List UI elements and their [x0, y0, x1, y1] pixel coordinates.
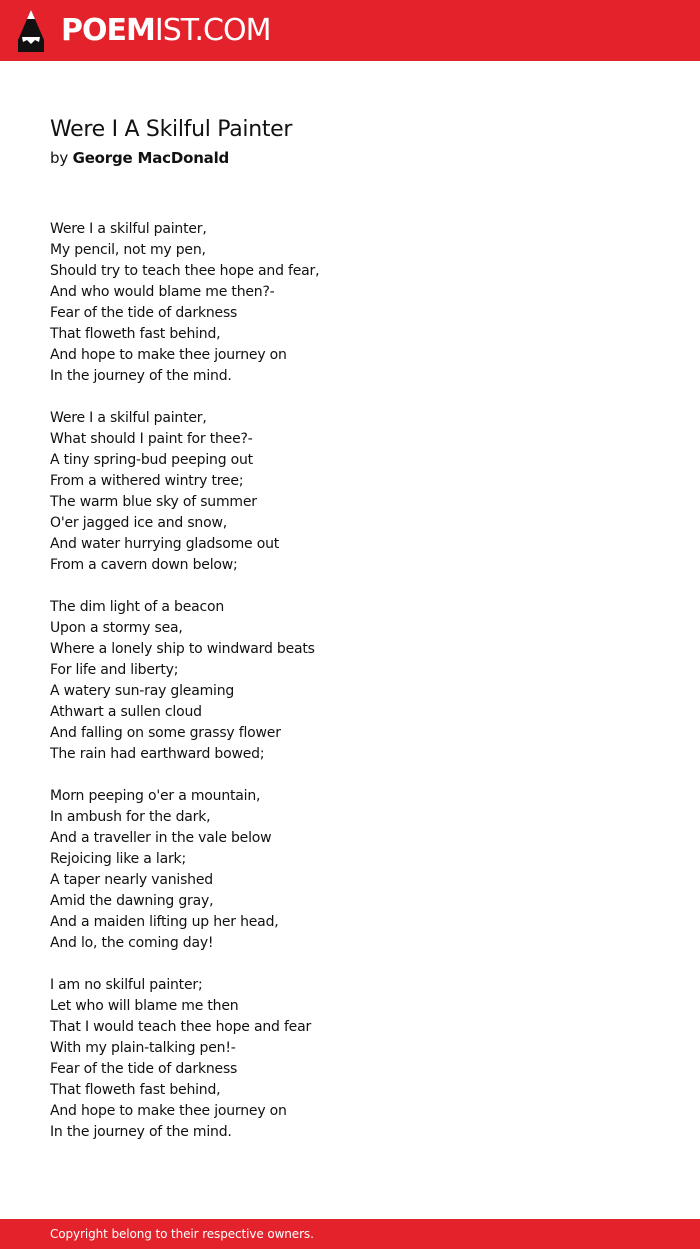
poem-line: Should try to teach thee hope and fear, [50, 263, 320, 279]
poem-stanza [50, 597, 650, 765]
poem-stanza [50, 408, 650, 576]
poem-line: From a withered wintry tree; [50, 473, 244, 489]
site-footer [0, 1219, 700, 1249]
poem-line: From a cavern down below; [50, 557, 238, 573]
logo-wordmark [61, 13, 271, 48]
poem-line: In ambush for the dark, [50, 809, 211, 825]
poem-line: A watery sun-ray gleaming [50, 683, 235, 699]
pencil-tip-icon [18, 10, 44, 52]
poem-line: A tiny spring-bud peeping out [50, 452, 253, 468]
poem-line: Athwart a sullen cloud [50, 704, 202, 720]
poem-line: A taper nearly vanished [50, 872, 213, 888]
poem-line: And hope to make thee journey on [50, 347, 287, 363]
poem-byline [50, 149, 229, 167]
poem-body [50, 219, 650, 1164]
poem-line: Were I a skilful painter, [50, 410, 207, 426]
poem-line: I am no skilful painter; [50, 977, 203, 993]
site-header [0, 0, 700, 61]
site-logo[interactable] [18, 10, 270, 52]
poem-line: Were I a skilful painter, [50, 221, 207, 237]
logo-wordmark-bold: POEM [61, 13, 155, 48]
poem-line: In the journey of the mind. [50, 1124, 232, 1140]
poem-line: Amid the dawning gray, [50, 893, 214, 909]
poem-line: The dim light of a beacon [50, 599, 225, 615]
poem-stanza [50, 786, 650, 954]
poem-line: My pencil, not my pen, [50, 242, 206, 258]
poem-line: That I would teach thee hope and fear [50, 1019, 312, 1035]
poem-line: And falling on some grassy flower [50, 725, 281, 741]
poem-line: Morn peeping o'er a mountain, [50, 788, 261, 804]
poem-line: And water hurrying gladsome out [50, 536, 280, 552]
poem-line: That floweth fast behind, [50, 326, 221, 342]
poem-line: For life and liberty; [50, 662, 179, 678]
poem-line: O'er jagged ice and snow, [50, 515, 227, 531]
poem-author[interactable]: George MacDonald [72, 149, 230, 167]
poem-line: And who would blame me then?- [50, 284, 275, 300]
poem-line: That floweth fast behind, [50, 1082, 221, 1098]
poem-line: The rain had earthward bowed; [50, 746, 265, 762]
poem-stanza [50, 975, 650, 1143]
poem-line: Fear of the tide of darkness [50, 305, 238, 321]
poem-line: In the journey of the mind. [50, 368, 232, 384]
poem-title: Were I A Skilful Painter [50, 117, 293, 142]
logo-wordmark-light: IST.COM [154, 13, 271, 48]
poem-line: And hope to make thee journey on [50, 1103, 287, 1119]
by-label: by [50, 149, 68, 167]
poem-line: With my plain-talking pen!- [50, 1040, 236, 1056]
poem-line: And lo, the coming day! [50, 935, 214, 951]
poem-line: Rejoicing like a lark; [50, 851, 186, 867]
poem-line: And a maiden lifting up her head, [50, 914, 279, 930]
poem-line: Let who will blame me then [50, 998, 239, 1014]
poem-line: The warm blue sky of summer [50, 494, 257, 510]
poem-line: And a traveller in the vale below [50, 830, 272, 846]
poem-line: What should I paint for thee?- [50, 431, 253, 447]
poem-line: Upon a stormy sea, [50, 620, 183, 636]
copyright-text: Copyright belong to their respective owners. [50, 1227, 314, 1241]
poem-line: Fear of the tide of darkness [50, 1061, 238, 1077]
poem-stanza [50, 219, 650, 387]
poem-line: Where a lonely ship to windward beats [50, 641, 315, 657]
